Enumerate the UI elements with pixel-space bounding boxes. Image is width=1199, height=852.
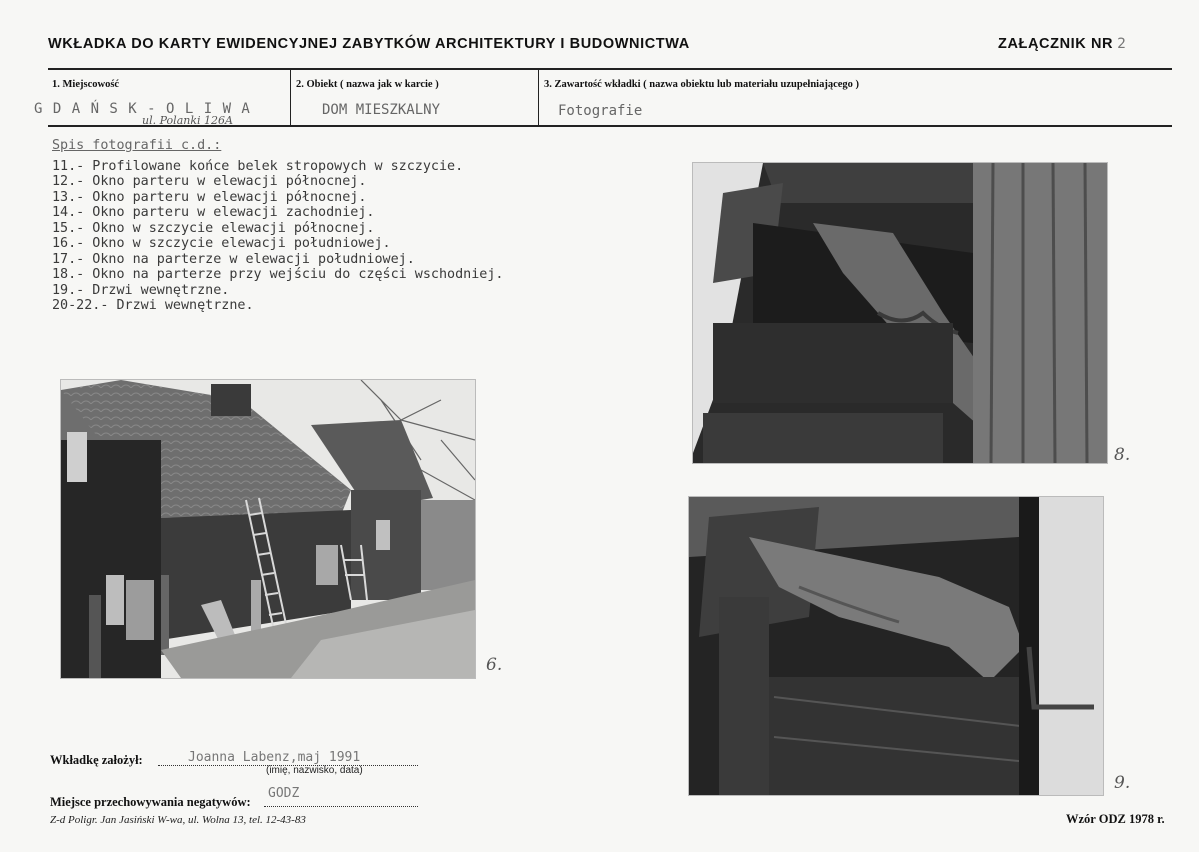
photo-list-heading: Spis fotografii c.d.: — [52, 138, 222, 153]
list-item: 18.- Okno na parterze przy wejściu do części wschodniej. — [52, 267, 504, 282]
photo-number-8: 8. — [1114, 445, 1131, 465]
object-value: DOM MIESZKALNY — [322, 102, 441, 118]
printer-info: Z-d Poligr. Jan Jasiński W-wa, ul. Wolna 13, tel. 12-43-83 — [50, 814, 306, 826]
field-divider-2 — [538, 70, 539, 125]
created-by-value: Joanna Labenz,maj 1991 — [188, 750, 361, 765]
photo-list — [52, 138, 503, 314]
place-label: 1. Miejscowość — [52, 79, 120, 90]
negatives-dotted-line — [264, 806, 418, 807]
photo-beam-end-bottom — [688, 496, 1104, 796]
list-item: 13.- Okno parteru w elewacji północnej. — [52, 189, 367, 205]
content-value: Fotografie — [558, 103, 643, 119]
beam-end-bottom-image — [689, 497, 1103, 795]
content-label: 3. Zawartość wkładki ( nazwa obiektu lub materiału uzupełniającego ) — [544, 79, 860, 90]
list-item: 20-22.- Drzwi wewnętrzne. — [52, 298, 254, 313]
attachment-label-text: ZAŁĄCZNIK NR — [998, 36, 1114, 52]
field-divider-1 — [290, 70, 291, 125]
form-version: Wzór ODZ 1978 r. — [1066, 812, 1165, 826]
created-by-caption: (imię, nazwisko, data) — [266, 765, 363, 776]
created-by-label: Wkładkę założył: — [50, 753, 143, 767]
photo-number-9: 9. — [1114, 773, 1131, 793]
house-exterior-image — [61, 380, 475, 678]
document-title: WKŁADKA DO KARTY EWIDENCYJNEJ ZABYTKÓW ARCHITEKTURY I BUDOWNICTWA — [48, 36, 690, 52]
object-label: 2. Obiekt ( nazwa jak w karcie ) — [296, 79, 439, 90]
list-item: 16.- Okno w szczycie elewacji południowej. — [52, 236, 391, 251]
list-item: 17.- Okno na parterze w elewacji południowej. — [52, 251, 415, 267]
list-item: 14.- Okno parteru w elewacji zachodniej. — [52, 205, 375, 220]
list-item: 11.- Profilowane końce belek stropowych w szczycie. — [52, 158, 464, 174]
photo-number-6: 6. — [486, 655, 503, 675]
header-top-rule — [48, 68, 1172, 70]
list-item: 19.- Drzwi wewnętrzne. — [52, 282, 230, 298]
attachment-label — [998, 36, 1126, 52]
photo-house-exterior — [60, 379, 476, 679]
place-address: ul. Polanki 126A — [142, 114, 233, 127]
negatives-label: Miejsce przechowywania negatywów: — [50, 795, 251, 809]
list-item: 12.- Okno parteru w elewacji północnej. — [52, 174, 367, 189]
photo-beam-ends-top — [692, 162, 1108, 464]
negatives-value: GODZ — [268, 786, 300, 801]
beam-ends-top-image — [693, 163, 1107, 463]
attachment-number: 2 — [1117, 36, 1127, 52]
place-value: G D A Ń S K - O L I W A — [34, 101, 251, 117]
list-item: 15.- Okno w szczycie elewacji północnej. — [52, 220, 375, 236]
